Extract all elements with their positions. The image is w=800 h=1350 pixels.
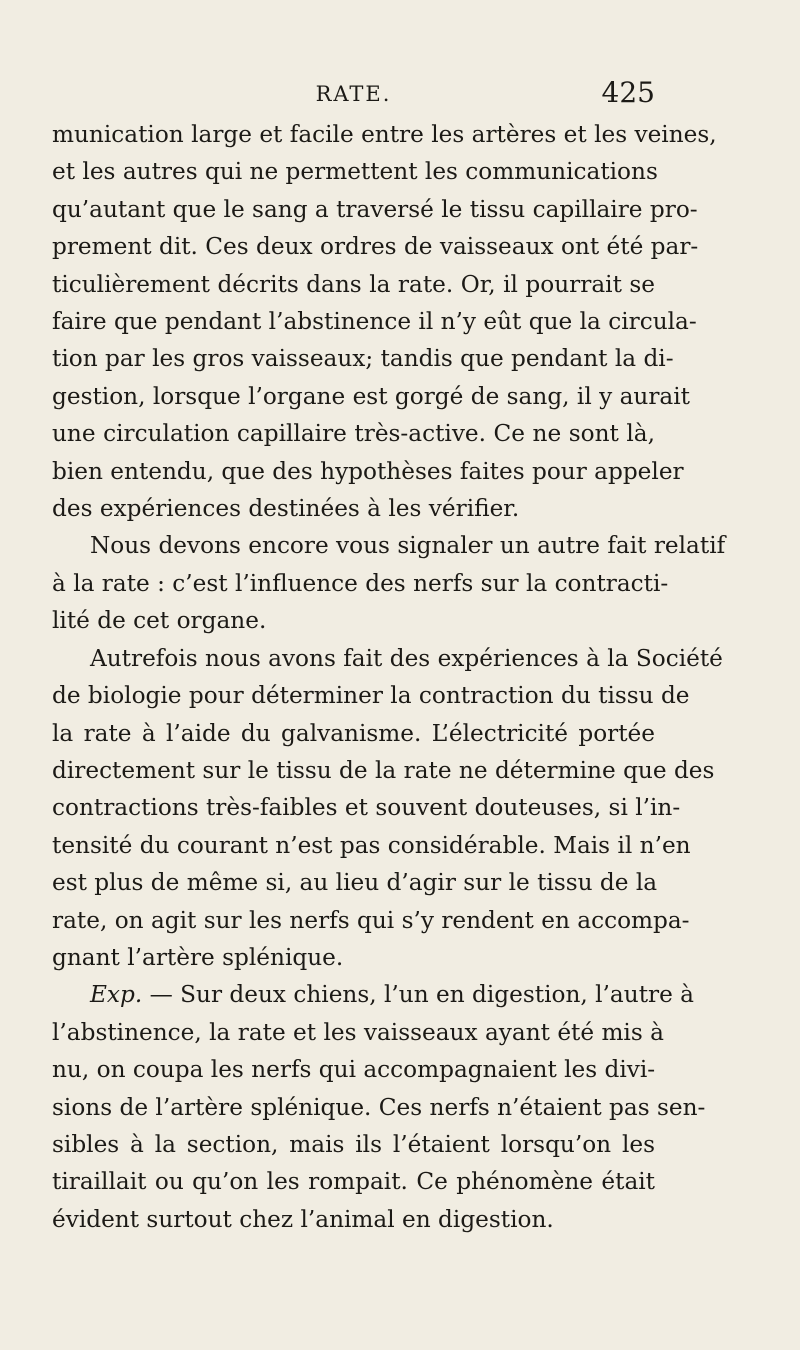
text-line: évident surtout chez l’animal en digestion. bbox=[52, 1205, 554, 1233]
text-line: la rate à l’aide du galvanisme. L’électricité portée bbox=[52, 719, 655, 747]
text-line: sions de l’artère splénique. Ces nerfs n’étaient pas sen- bbox=[52, 1093, 706, 1121]
text-line: rate, on agit sur les nerfs qui s’y rendent en accompa- bbox=[52, 906, 690, 934]
text-line: directement sur le tissu de la rate ne détermine que des bbox=[52, 756, 715, 784]
text-line: tion par les gros vaisseaux; tandis que pendant la di- bbox=[52, 345, 674, 373]
text-line: qu’autant que le sang a traversé le tissu capillaire pro- bbox=[52, 195, 698, 223]
text-line: l’abstinence, la rate et les vaisseaux ayant été mis à bbox=[52, 1018, 664, 1046]
body-text bbox=[52, 116, 726, 1238]
text-line: lité de cet organe. bbox=[52, 607, 267, 635]
text-line: gestion, lorsque l’organe est gorgé de sang, il y aurait bbox=[52, 382, 690, 410]
page-header bbox=[52, 72, 655, 112]
text-line: faire que pendant l’abstinence il n’y eût que la circula- bbox=[52, 308, 697, 336]
text-line: nu, on coupa les nerfs qui accompagnaient les divi- bbox=[52, 1056, 656, 1084]
running-head: RATE. bbox=[315, 82, 392, 106]
text-line: prement dit. Ces deux ordres de vaisseaux ont été par- bbox=[52, 233, 699, 261]
text-line: des expériences destinées à les vérifier. bbox=[52, 495, 520, 523]
text-line: Nous devons encore vous signaler un autre fait relatif bbox=[90, 532, 726, 560]
text-line: une circulation capillaire très-active. Ce ne sont là, bbox=[52, 420, 655, 448]
text-line: bien entendu, que des hypothèses faites pour appeler bbox=[52, 457, 684, 485]
text-line: et les autres qui ne permettent les communications bbox=[52, 158, 658, 186]
text-line: Autrefois nous avons fait des expériences à la Société bbox=[90, 644, 723, 672]
text-line: à la rate : c’est l’influence des nerfs sur la contracti- bbox=[52, 569, 669, 597]
text-line: munication large et facile entre les artères et les veines, bbox=[52, 121, 717, 148]
exp-label: Exp. bbox=[90, 981, 143, 1009]
text-line: est plus de même si, au lieu d’agir sur le tissu de la bbox=[52, 869, 658, 897]
page-number: 425 bbox=[601, 76, 655, 109]
text-line: tensité du courant n’est pas considérable. Mais il n’en bbox=[52, 831, 691, 859]
exp-text: — Sur deux chiens, l’un en digestion, l’autre à bbox=[142, 981, 695, 1009]
text-line: sibles à la section, mais ils l’étaient lorsqu’on les bbox=[52, 1130, 655, 1158]
text-line: gnant l’artère splénique. bbox=[52, 943, 344, 971]
text-line: ticulièrement décrits dans la rate. Or, il pourrait se bbox=[52, 270, 655, 298]
text-line: contractions très-faibles et souvent douteuses, si l’in- bbox=[52, 794, 681, 822]
text-line bbox=[52, 976, 695, 1013]
text-line: de biologie pour déterminer la contraction du tissu de bbox=[52, 682, 690, 710]
text-line: tiraillait ou qu’on les rompait. Ce phénomène était bbox=[52, 1168, 655, 1196]
